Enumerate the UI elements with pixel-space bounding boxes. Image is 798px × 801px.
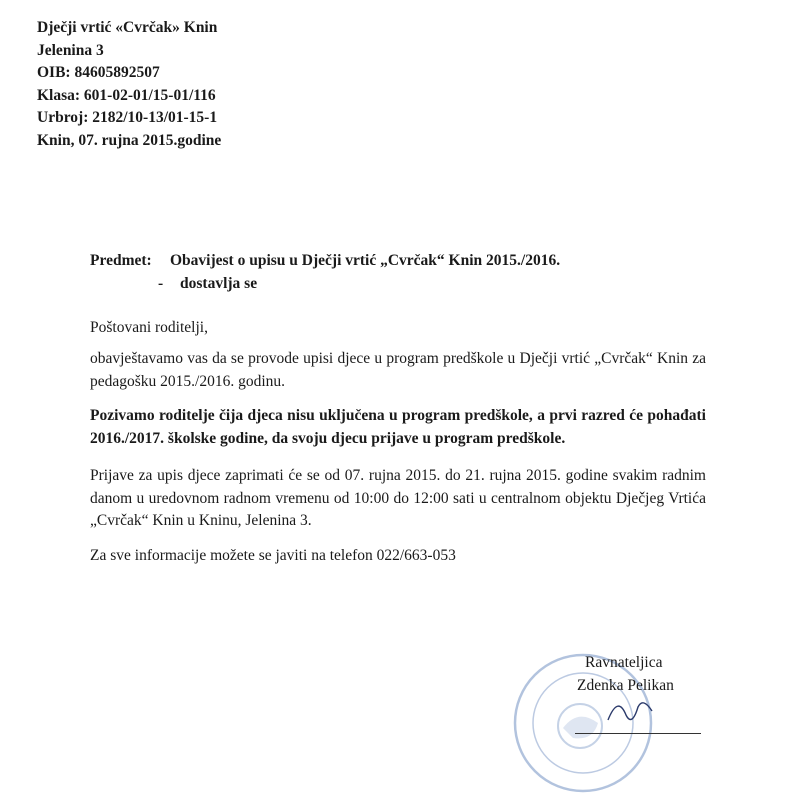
subject-dash: -: [158, 274, 164, 292]
subject-line2: dostavlja se: [180, 274, 258, 292]
sender-address: Jelenina 3: [37, 41, 104, 59]
subject-label: Predmet:: [90, 252, 152, 269]
paragraph-announcement-text: obavještavamo vas da se provode upisi djece u program predškole u Dječji vrtić „Cvrčak“ Knin za pedagošku 2015./2016. godinu.: [90, 350, 706, 390]
document-urbroj: Urbroj: 2182/10-13/01-15-1: [37, 109, 218, 126]
greeting: Poštovani roditelji,: [90, 319, 208, 336]
handwritten-signature: [600, 690, 660, 730]
paragraph-contact: Za sve informacije možete se javiti na telefon 022/663-053: [90, 547, 456, 564]
signatory-title: Ravnateljica: [585, 654, 663, 671]
paragraph-announcement: [90, 348, 706, 393]
subject-block: [90, 250, 560, 295]
subject-title: Obavijest o upisu u Dječji vrtić „Cvrčak“ Knin 2015./2016.: [170, 252, 561, 269]
document-date: Knin, 07. rujna 2015.godine: [37, 131, 222, 149]
paragraph-dates: Prijave za upis djece zaprimati će se od 07. rujna 2015. do 21. rujna 2015. godine svakim radnim danom u uredovnom radnom vremenu od 10:00 do 12:00 sati u centralnom objektu Dječjeg Vrtića „Cvrčak“ Knin u Kninu, Jelenina 3.: [90, 467, 706, 529]
signatory-name: Zdenka Pelikan: [577, 676, 674, 694]
sender-block: [37, 17, 221, 152]
sender-name: Dječji vrtić «Cvrčak» Knin: [37, 19, 218, 36]
signature-line: [575, 733, 701, 734]
paragraph-invitation: Pozivamo roditelje čija djeca nisu uključena u program predškole, a prvi razred će pohađati 2016./2017. školske godine, da svoju djecu prijave u program predškole.: [90, 407, 706, 447]
document-klasa: Klasa: 601-02-01/15-01/116: [37, 86, 216, 104]
sender-oib: OIB: 84605892507: [37, 64, 160, 81]
